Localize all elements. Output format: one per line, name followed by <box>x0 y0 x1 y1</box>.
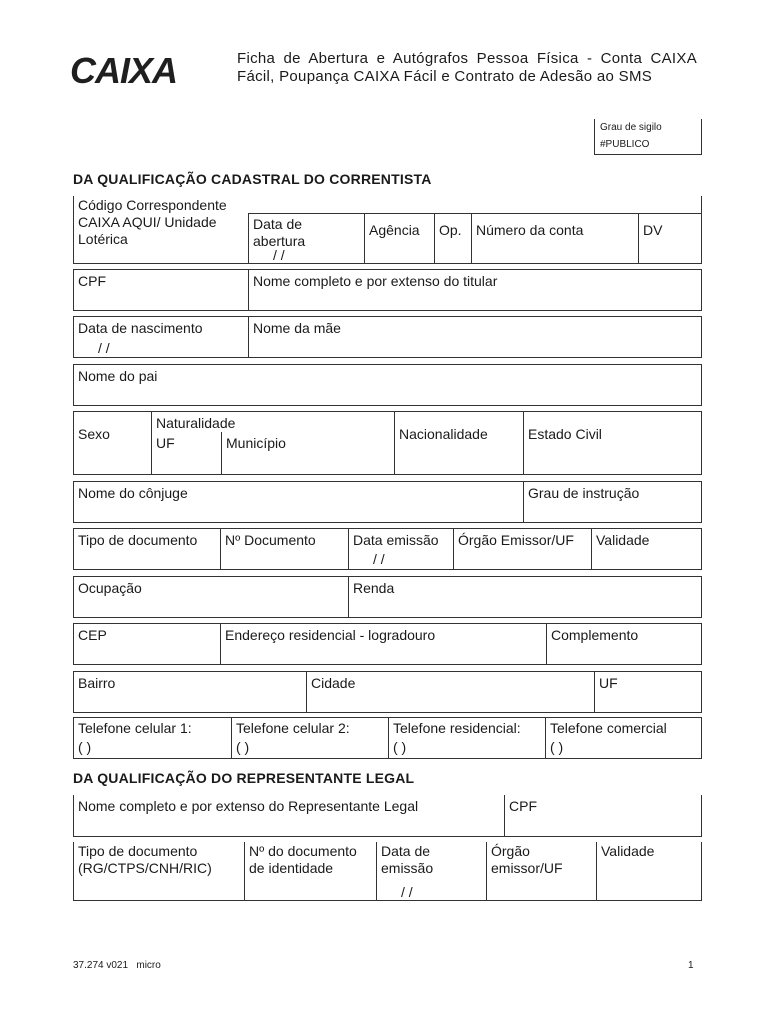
field-nome-titular[interactable] <box>248 270 702 310</box>
label-orgao-emissor: Órgão Emissor/UF <box>458 532 574 548</box>
field-sexo[interactable] <box>74 412 151 474</box>
label-endereco: Endereço residencial - logradouro <box>225 627 436 643</box>
field-telefone-residencial[interactable] <box>388 718 545 758</box>
row-cpf <box>73 269 702 311</box>
field-complemento[interactable] <box>546 624 702 664</box>
field-grau-instrucao[interactable] <box>523 482 702 522</box>
label-nacionalidade: Nacionalidade <box>399 426 488 442</box>
label-data-emissao: Data emissão <box>353 532 439 548</box>
field-municipio[interactable] <box>221 432 395 474</box>
field-codigo-correspondente[interactable] <box>74 196 248 263</box>
label-n-documento: Nº Documento <box>225 532 316 548</box>
label-nome-conjuge: Nome do cônjuge <box>78 485 188 501</box>
row-conta <box>73 196 702 264</box>
field-tipo-documento-representante[interactable] <box>74 842 244 900</box>
label-numero-conta: Número da conta <box>476 222 584 238</box>
label-data-abertura: Data de abertura <box>253 216 306 249</box>
field-nome-mae[interactable] <box>248 317 702 357</box>
label-cidade: Cidade <box>311 675 356 691</box>
label-validade: Validade <box>596 532 650 548</box>
document-title: Ficha de Abertura e Autógrafos Pessoa Física - Conta CAIXA Fácil, Poupança CAIXA Fácil e Contrato de Adesão ao SMS <box>237 50 697 85</box>
label-estado-civil: Estado Civil <box>528 426 602 442</box>
field-validade-representante[interactable] <box>596 842 702 900</box>
label-dv: DV <box>643 222 663 238</box>
row-representante <box>73 795 702 837</box>
field-nome-representante[interactable] <box>74 795 504 836</box>
field-renda[interactable] <box>348 577 702 617</box>
row-nascimento <box>73 316 702 358</box>
sigilo-label: Grau de sigilo <box>600 122 662 133</box>
label-bairro: Bairro <box>78 675 116 691</box>
field-telefone-celular-1[interactable] <box>74 718 231 758</box>
label-renda: Renda <box>353 580 395 596</box>
area-code: ( ) <box>550 739 564 755</box>
label-grau-instrucao: Grau de instrução <box>528 485 640 501</box>
area-code: ( ) <box>393 739 407 755</box>
area-code: ( ) <box>78 739 92 755</box>
label-nome-representante: Nome completo e por extenso do Representante Legal <box>78 798 419 814</box>
field-bairro[interactable] <box>74 672 306 712</box>
label-telefone-celular-1: Telefone celular 1: <box>78 720 192 736</box>
field-cpf-representante[interactable] <box>504 795 702 836</box>
section-title-correntista: DA QUALIFICAÇÃO CADASTRAL DO CORRENTISTA <box>73 171 432 187</box>
row-documento-representante <box>73 842 702 901</box>
field-endereco[interactable] <box>220 624 546 664</box>
field-numero-conta[interactable] <box>471 213 638 263</box>
field-op[interactable] <box>434 213 471 263</box>
field-naturalidade-uf[interactable] <box>152 432 221 474</box>
field-tipo-documento[interactable] <box>74 529 220 569</box>
label-uf: UF <box>156 435 175 451</box>
sigilo-box <box>594 119 702 155</box>
section-title-representante: DA QUALIFICAÇÃO DO REPRESENTANTE LEGAL <box>73 770 415 786</box>
label-nome-titular: Nome completo e por extenso do titular <box>253 273 498 289</box>
row-naturalidade <box>73 411 702 475</box>
group-naturalidade <box>151 412 394 474</box>
page-number: 1 <box>688 960 694 971</box>
field-orgao-emissor[interactable] <box>453 529 591 569</box>
label-cpf: CPF <box>78 273 106 289</box>
label-ocupacao: Ocupação <box>78 580 142 596</box>
field-ocupacao[interactable] <box>74 577 348 617</box>
logo-text: CAIXA <box>70 52 178 86</box>
label-agencia: Agência <box>369 222 420 238</box>
label-nome-mae: Nome da mãe <box>253 320 341 336</box>
label-telefone-comercial: Telefone comercial <box>550 720 667 736</box>
label-sexo: Sexo <box>78 426 110 442</box>
label-uf-endereco: UF <box>599 675 618 691</box>
field-uf-endereco[interactable] <box>594 672 702 712</box>
row-pai <box>73 364 702 406</box>
date-separator: / / <box>373 551 385 567</box>
label-municipio: Município <box>226 435 286 451</box>
field-n-documento-representante[interactable] <box>244 842 376 900</box>
sigilo-value: #PUBLICO <box>600 139 650 150</box>
label-complemento: Complemento <box>551 627 639 643</box>
label-validade-representante: Validade <box>601 843 655 859</box>
row-conjuge <box>73 481 702 523</box>
field-data-abertura[interactable] <box>248 213 364 263</box>
label-data-nascimento: Data de nascimento <box>78 320 203 336</box>
date-separator: / / <box>401 884 413 900</box>
field-telefone-celular-2[interactable] <box>231 718 388 758</box>
label-cpf-representante: CPF <box>509 798 537 814</box>
label-telefone-residencial: Telefone residencial: <box>393 720 521 736</box>
field-cpf[interactable] <box>74 270 248 310</box>
footer-code: 37.274 v021 micro <box>73 960 161 971</box>
date-separator: / / <box>273 247 285 263</box>
field-nome-conjuge[interactable] <box>74 482 523 522</box>
label-cep: CEP <box>78 627 107 643</box>
field-cep[interactable] <box>74 624 220 664</box>
label-naturalidade: Naturalidade <box>156 415 236 431</box>
label-tipo-documento-representante: Tipo de documento (RG/CTPS/CNH/RIC) <box>78 843 212 876</box>
field-orgao-emissor-representante[interactable] <box>486 842 596 900</box>
row-ocupacao <box>73 576 702 618</box>
row-endereco <box>73 623 702 665</box>
field-data-nascimento[interactable] <box>74 317 248 357</box>
row-telefones <box>73 717 702 759</box>
field-nome-pai[interactable] <box>74 365 702 405</box>
field-dv[interactable] <box>638 213 702 263</box>
field-data-emissao[interactable] <box>348 529 453 569</box>
label-codigo: Código Correspondente CAIXA AQUI/ Unidade Lotérica <box>78 197 227 247</box>
label-telefone-celular-2: Telefone celular 2: <box>236 720 350 736</box>
caixa-logo <box>70 52 216 86</box>
label-nome-pai: Nome do pai <box>78 368 158 384</box>
date-separator: / / <box>98 340 110 356</box>
area-code: ( ) <box>236 739 250 755</box>
label-op: Op. <box>439 222 462 238</box>
row-documento <box>73 528 702 570</box>
label-orgao-emissor-representante: Órgão emissor/UF <box>491 843 563 876</box>
row-bairro <box>73 671 702 713</box>
field-cidade[interactable] <box>306 672 594 712</box>
field-agencia[interactable] <box>364 213 434 263</box>
field-validade[interactable] <box>591 529 702 569</box>
field-telefone-comercial[interactable] <box>545 718 702 758</box>
label-tipo-documento: Tipo de documento <box>78 532 198 548</box>
field-estado-civil[interactable] <box>523 412 702 474</box>
field-data-emissao-representante[interactable] <box>376 842 486 900</box>
label-n-documento-representante: Nº do documento de identidade <box>249 843 357 876</box>
field-n-documento[interactable] <box>220 529 348 569</box>
field-nacionalidade[interactable] <box>394 412 523 474</box>
label-data-emissao-representante: Data de emissão <box>381 843 434 876</box>
